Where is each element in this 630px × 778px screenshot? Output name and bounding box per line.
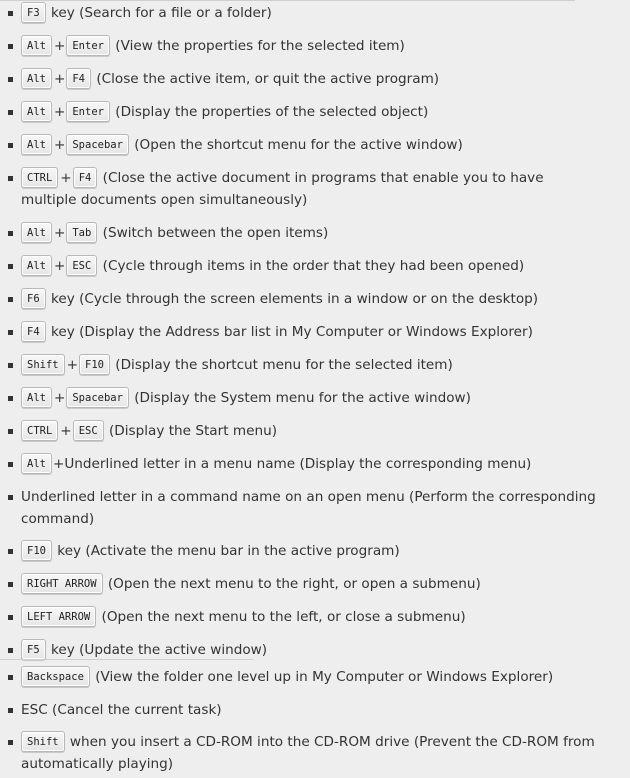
shortcut-item — [21, 573, 601, 595]
key-cap: CTRL — [21, 167, 58, 188]
key-cap: F3 — [21, 2, 46, 23]
shortcut-item — [21, 101, 601, 123]
key-cap: Alt — [21, 222, 52, 243]
key-cap: LEFT ARROW — [21, 606, 96, 627]
shortcut-description: key (Search for a file or a folder) — [46, 5, 272, 21]
key-cap: Alt — [21, 134, 52, 155]
key-cap: Alt — [21, 453, 52, 474]
key-cap: Alt — [21, 68, 52, 89]
key-cap: Spacebar — [66, 387, 129, 408]
shortcut-description: (Open the next menu to the right, or open a submenu) — [103, 576, 481, 592]
key-cap: F4 — [66, 68, 91, 89]
plus-sign: + — [60, 423, 72, 439]
key-cap: Spacebar — [66, 134, 129, 155]
shortcut-item — [21, 288, 601, 310]
key-cap: F10 — [79, 354, 110, 375]
key-cap: Enter — [66, 35, 110, 56]
shortcut-item — [21, 35, 601, 57]
shortcut-item — [21, 699, 601, 721]
shortcut-description: +Underlined letter in a menu name (Display the corresponding menu) — [52, 456, 532, 472]
key-cap: ESC — [66, 255, 97, 276]
shortcut-description: key (Cycle through the screen elements in a window or on the desktop) — [46, 291, 539, 307]
shortcut-item — [21, 134, 601, 156]
shortcut-description: (Open the next menu to the left, or close a submenu) — [97, 609, 466, 625]
key-cap: ESC — [73, 420, 104, 441]
shortcut-description: (Switch between the open items) — [98, 225, 329, 241]
shortcut-item — [21, 68, 601, 90]
shortcut-item — [21, 167, 601, 211]
plus-sign: + — [53, 258, 66, 274]
shortcut-description: Underlined letter in a command name on an open menu (Perform the corresponding command) — [21, 489, 596, 527]
shortcut-description: (Display the shortcut menu for the selected item) — [110, 357, 453, 373]
plus-sign: + — [53, 104, 66, 120]
shortcut-description: (Close the active item, or quit the active program) — [92, 71, 440, 87]
key-cap: F6 — [21, 288, 46, 309]
key-cap: RIGHT ARROW — [21, 573, 103, 594]
key-cap: Tab — [66, 222, 97, 243]
shortcut-item — [21, 387, 601, 409]
shortcut-item — [21, 606, 601, 628]
key-cap: Backspace — [21, 666, 90, 687]
shortcut-item — [21, 420, 601, 442]
top-divider — [0, 0, 575, 1]
shortcut-description: (Display the System menu for the active window) — [129, 390, 471, 406]
plus-sign: + — [53, 390, 66, 406]
shortcut-description: key (Activate the menu bar in the active program) — [52, 543, 400, 559]
shortcut-item — [21, 321, 601, 343]
shortcut-item — [21, 255, 601, 277]
key-cap: Alt — [21, 255, 52, 276]
plus-sign: + — [66, 357, 78, 373]
shortcut-description: (Cycle through items in the order that they had been opened) — [98, 258, 525, 274]
key-cap: Alt — [21, 387, 52, 408]
shortcut-description: (View the folder one level up in My Computer or Windows Explorer) — [90, 669, 554, 685]
shortcut-description: (Display the Start menu) — [104, 423, 278, 439]
plus-sign: + — [53, 71, 66, 87]
shortcut-description: key (Display the Address bar list in My Computer or Windows Explorer) — [46, 324, 533, 340]
key-cap: Shift — [21, 731, 65, 752]
key-cap: F4 — [21, 321, 46, 342]
key-cap: F4 — [73, 167, 98, 188]
shortcut-item — [21, 453, 601, 475]
shortcut-item — [21, 540, 601, 562]
shortcut-item — [21, 222, 601, 244]
key-cap: Alt — [21, 35, 52, 56]
plus-sign: + — [53, 225, 66, 241]
shortcut-item — [21, 354, 601, 376]
divider — [0, 659, 253, 660]
shortcut-description: (View the properties for the selected item) — [110, 38, 405, 54]
shortcut-item — [21, 731, 601, 775]
shortcut-item — [21, 639, 601, 661]
shortcut-description: when you insert a CD-ROM into the CD-ROM drive (Prevent the CD-ROM from automatically playing) — [21, 734, 595, 772]
shortcut-item — [21, 666, 601, 688]
key-cap: F5 — [21, 639, 46, 660]
key-cap: Enter — [66, 101, 110, 122]
shortcut-description: ESC (Cancel the current task) — [21, 702, 222, 718]
shortcut-description: (Close the active document in programs that enable you to have multiple documents open simultaneously) — [21, 170, 544, 208]
shortcut-description: (Open the shortcut menu for the active window) — [129, 137, 463, 153]
plus-sign: + — [60, 170, 72, 186]
plus-sign: + — [53, 137, 66, 153]
key-cap: Alt — [21, 101, 52, 122]
key-cap: Shift — [21, 354, 65, 375]
plus-sign: + — [53, 38, 66, 54]
shortcut-description: key (Update the active window) — [46, 642, 268, 658]
shortcut-item — [21, 486, 601, 530]
shortcut-description: (Display the properties of the selected object) — [110, 104, 429, 120]
shortcut-item — [21, 2, 601, 24]
key-cap: CTRL — [21, 420, 58, 441]
key-cap: F10 — [21, 540, 52, 561]
